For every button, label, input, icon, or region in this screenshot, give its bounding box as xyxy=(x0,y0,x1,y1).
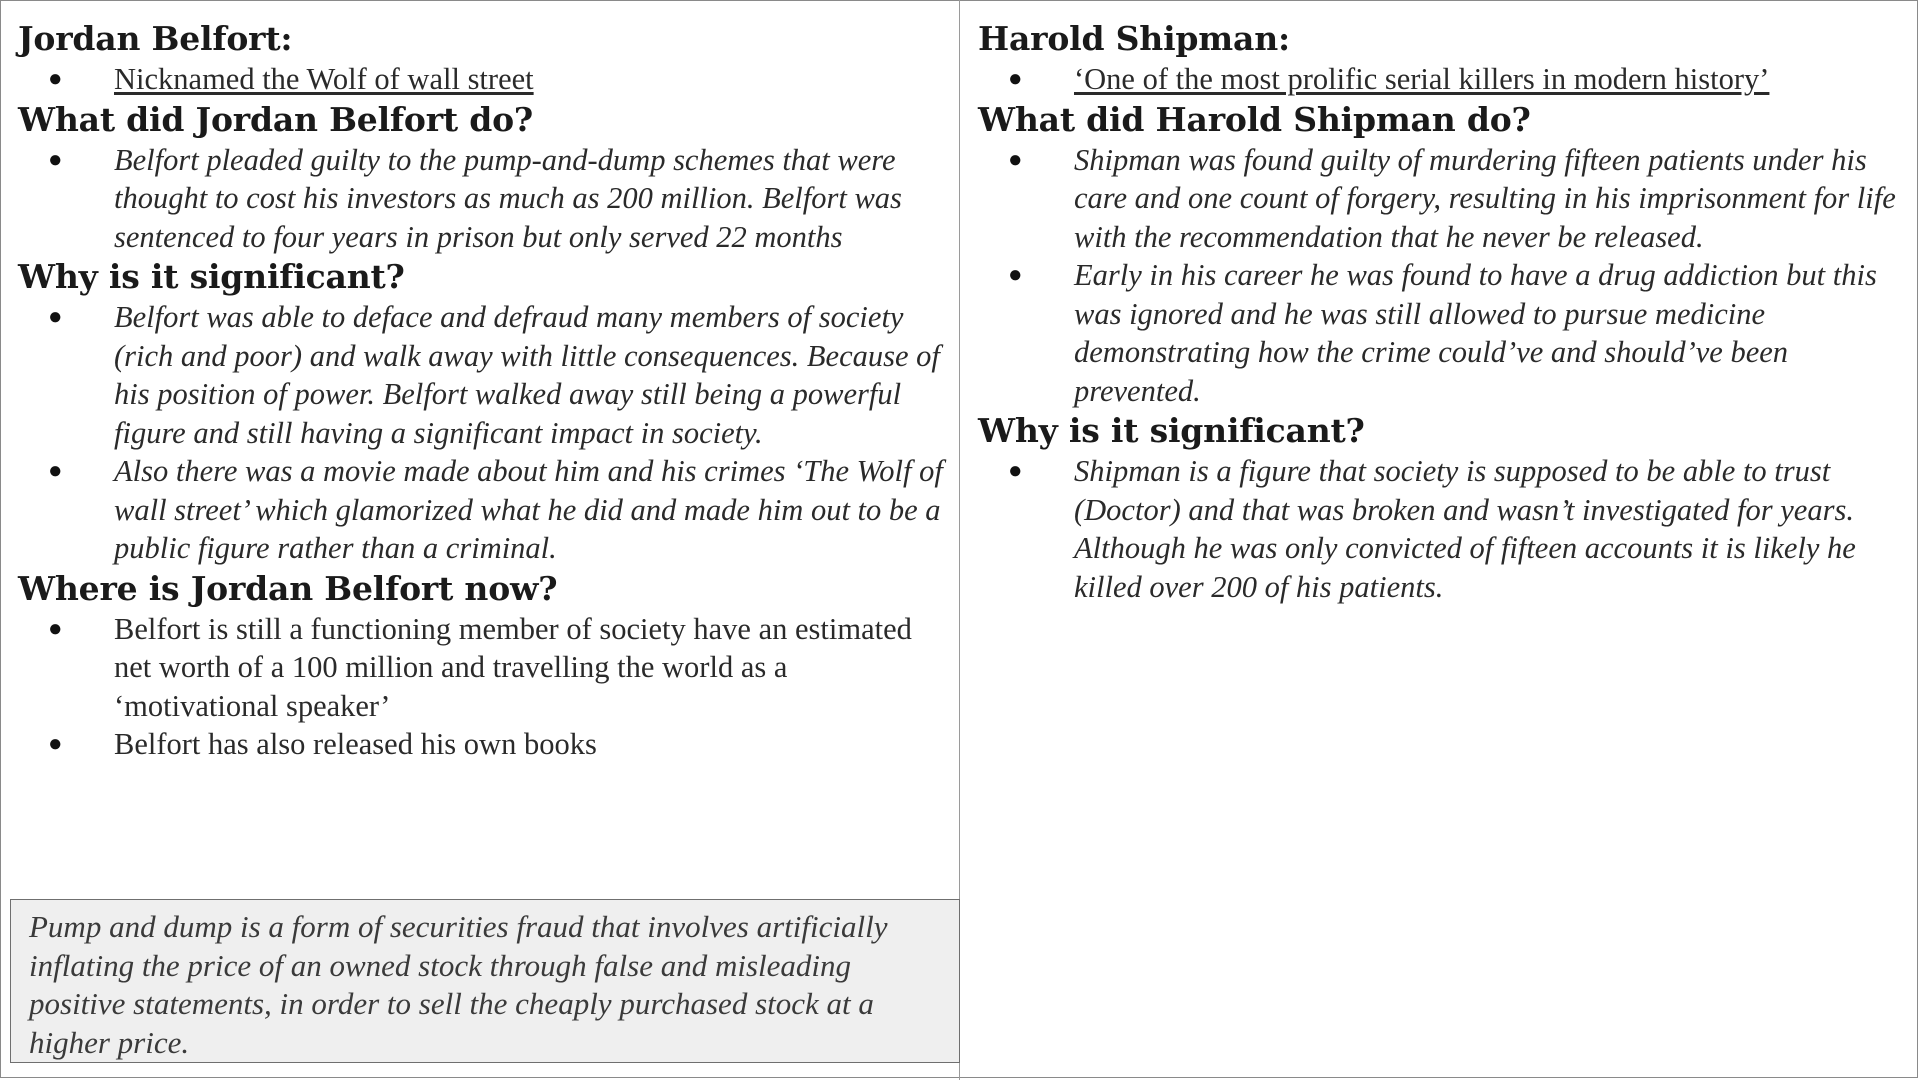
bullet-icon: ● xyxy=(48,458,63,484)
bullet-icon: ● xyxy=(1008,66,1023,92)
bullet-icon: ● xyxy=(48,146,63,173)
quote-text: ‘One of the most prolific serial killers in modern history’ xyxy=(1074,62,1770,96)
list-item-text: Belfort was able to deface and defraud many members of society (rich and poor) and walk away with little consequences. Because of his position of power. Belfort walked away still being a powerful figure and still having a significant impact in society. xyxy=(114,300,940,450)
belfort-why-list xyxy=(18,298,948,568)
heading-why-significant-shipman: Why is it significant? xyxy=(978,411,1365,450)
pump-and-dump-note xyxy=(10,899,960,1063)
nickname-text: Nicknamed the Wolf of wall street xyxy=(114,62,534,96)
bullet-icon: ● xyxy=(1008,146,1023,173)
bullet-icon: ● xyxy=(1008,262,1023,288)
list-item xyxy=(18,141,948,257)
quote-list xyxy=(978,60,1908,99)
heading-why-significant-belfort: Why is it significant? xyxy=(18,257,405,296)
bullet-icon: ● xyxy=(48,304,63,330)
list-item xyxy=(18,298,948,452)
shipman-why-list xyxy=(978,452,1908,606)
belfort-now-list xyxy=(18,610,948,764)
list-item-text: Belfort is still a functioning member of society have an estimated net worth of a 100 million and travelling the world as a ‘motivational speaker’ xyxy=(114,611,912,723)
belfort-what-list xyxy=(18,141,948,257)
list-item xyxy=(978,256,1908,410)
right-column xyxy=(978,18,1908,606)
shipman-what-list xyxy=(978,141,1908,411)
list-item-text: Belfort pleaded guilty to the pump-and-dump schemes that were thought to cost his investors as much as 200 million. Belfort was sentenced to four years in prison but only served 22 months xyxy=(114,142,902,254)
heading-where-is-belfort-now: Where is Jordan Belfort now? xyxy=(18,568,558,608)
left-column xyxy=(18,18,948,764)
heading-harold-shipman: Harold Shipman: xyxy=(978,19,1290,58)
list-item xyxy=(18,610,948,726)
list-item-text: Early in his career he was found to have a drug addiction but this was ignored and he was still allowed to pursue medicine demonstrating how the crime could’ve and should’ve been prevented. xyxy=(1074,258,1877,408)
list-item-text: Shipman was found guilty of murdering fifteen patients under his care and one count of forgery, resulting in his imprisonment for life with the recommendation that he never be released. xyxy=(1074,142,1896,254)
nickname-list xyxy=(18,60,948,99)
bullet-icon: ● xyxy=(1008,458,1023,484)
heading-what-did-shipman-do: What did Harold Shipman do? xyxy=(978,99,1531,139)
heading-jordan-belfort: Jordan Belfort: xyxy=(18,19,293,58)
list-item-text: Shipman is a figure that society is supposed to be able to trust (Doctor) and that was broken and wasn’t investigated for years. Although he was only convicted of fifteen accounts it is likely he killed over 200 of his patients. xyxy=(1074,454,1856,604)
bullet-icon: ● xyxy=(48,731,63,757)
list-item xyxy=(978,60,1908,99)
list-item-text: Also there was a movie made about him and his crimes ‘The Wolf of wall street’ which glamorized what he did and made him out to be a public figure rather than a criminal. xyxy=(114,454,943,565)
list-item xyxy=(18,452,948,568)
bullet-icon: ● xyxy=(48,615,63,642)
note-text: Pump and dump is a form of securities fraud that involves artificially inflating the price of an owned stock through false and misleading positive statements, in order to sell the cheaply purchased stock at a higher price. xyxy=(29,909,888,1060)
list-item xyxy=(978,452,1908,606)
list-item xyxy=(978,141,1908,257)
bullet-icon: ● xyxy=(48,66,63,92)
list-item xyxy=(18,60,948,99)
list-item-text: Belfort has also released his own books xyxy=(114,727,597,761)
list-item xyxy=(18,725,948,764)
heading-what-did-belfort-do: What did Jordan Belfort do? xyxy=(18,99,534,139)
